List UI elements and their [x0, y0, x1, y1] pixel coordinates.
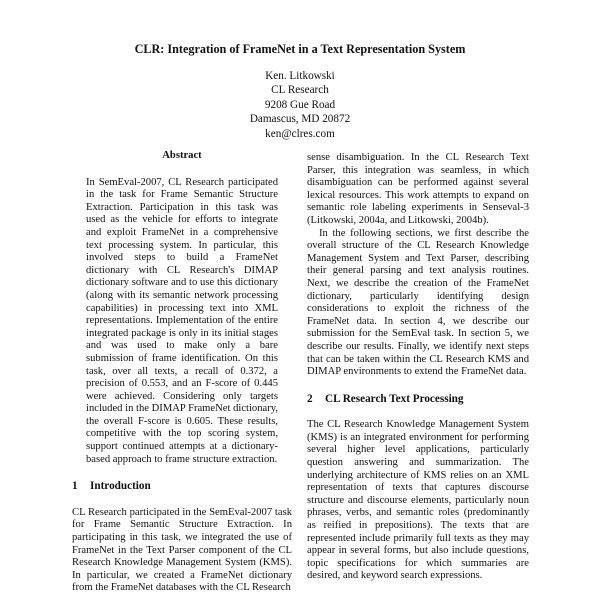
abstract-body	[86, 177, 278, 467]
author-city: Damascus, MD 20872	[249, 113, 351, 126]
text-processing-paragraph-1: The CL Research Knowledge Management System (KMS) is an integrated environment for performing several higher level applications, particularly question answering and summarization. The underlying architecture of KMS relies on an XML representation of texts that captures discourse structure and discourse elements, particularly noun phrases, verbs, and semantic roles (predominantly as reified in prepositions). The texts that are represented include primarily full texts as they may appear in several forms, but also include questions, topic specifications for which summaries are desired, and keyword search expressions.	[307, 419, 529, 582]
abstract-heading: Abstract	[162, 150, 202, 161]
right-column	[307, 152, 529, 583]
section-title: Introduction	[90, 480, 151, 493]
introduction-paragraph-1-continued: sense disambiguation. In the CL Research Text Parser, this integration was seamless, in which disambiguation can be performed against several lexical resources. This work attempts to expand on semantic role labeling experiments in Senseval-3 (Litkowski, 2004a, and Litkowski, 2004b).	[307, 152, 529, 226]
abstract-text: In SemEval-2007, CL Research participated in the task for Frame Semantic Structure Extraction. Participation in this task was used as the vehicle for efforts to integrate and exploit FrameNet in a comprehensive text processing system. In particular, this involved steps to build a FrameNet dictionary with CL Research's DIMAP dictionary software and to use this dictionary (along with its semantic network processing capabilities) in processing text into XML representations. Implementation of the entire integrated package is only in its initial stages and was used to make only a bare submission of frame identification. On this task, over all texts, a recall of 0.372, a precision of 0.553, and an F-score of 0.445 were achieved. Considering only targets included in the DIMAP FrameNet dictionary, the overall F-score is 0.605. These results, competitive with the top scoring system, support continued attempts at a dictionary-based approach to frame structure extraction.	[86, 176, 278, 465]
introduction-paragraph-2: In the following sections, we first describe the overall structure of the CL Research Knowledge Management System and Text Parser, describing their general parsing and text analysis routines. Next, we describe the creation of the FrameNet dictionary, particularly identifying design considerations to exploit the richness of the FrameNet data. In section 4, we describe our submission for the SemEval task. In section 5, we describe our results. Finally, we identify next steps that can be taken within the CL Research KMS and DIMAP environments to extend the FrameNet data.	[307, 227, 529, 378]
author-affiliation: CL Research	[271, 84, 329, 97]
paper-title: CLR: Integration of FrameNet in a Text Representation System	[134, 42, 466, 56]
author-block	[0, 69, 600, 141]
author-name: Ken. Litkowski	[265, 70, 335, 82]
left-column	[72, 150, 292, 595]
section-heading-text-processing	[307, 393, 529, 406]
section-heading-introduction	[72, 480, 292, 493]
introduction-paragraph-1: CL Research participated in the SemEval-2007 task for Frame Semantic Structure Extraction. In participating in this task, we integrated the use of FrameNet in the Text Parser component of the CL Research Knowledge Management System (KMS). In particular, we created a FrameNet dictionary from the FrameNet databases with the CL Research	[72, 506, 292, 594]
author-email[interactable]: ken@clres.com	[265, 127, 335, 140]
section-number: 1	[72, 480, 78, 493]
section-number: 2	[307, 392, 313, 405]
author-street: 9208 Gue Road	[264, 98, 336, 111]
section-title: CL Research Text Processing	[325, 392, 464, 405]
